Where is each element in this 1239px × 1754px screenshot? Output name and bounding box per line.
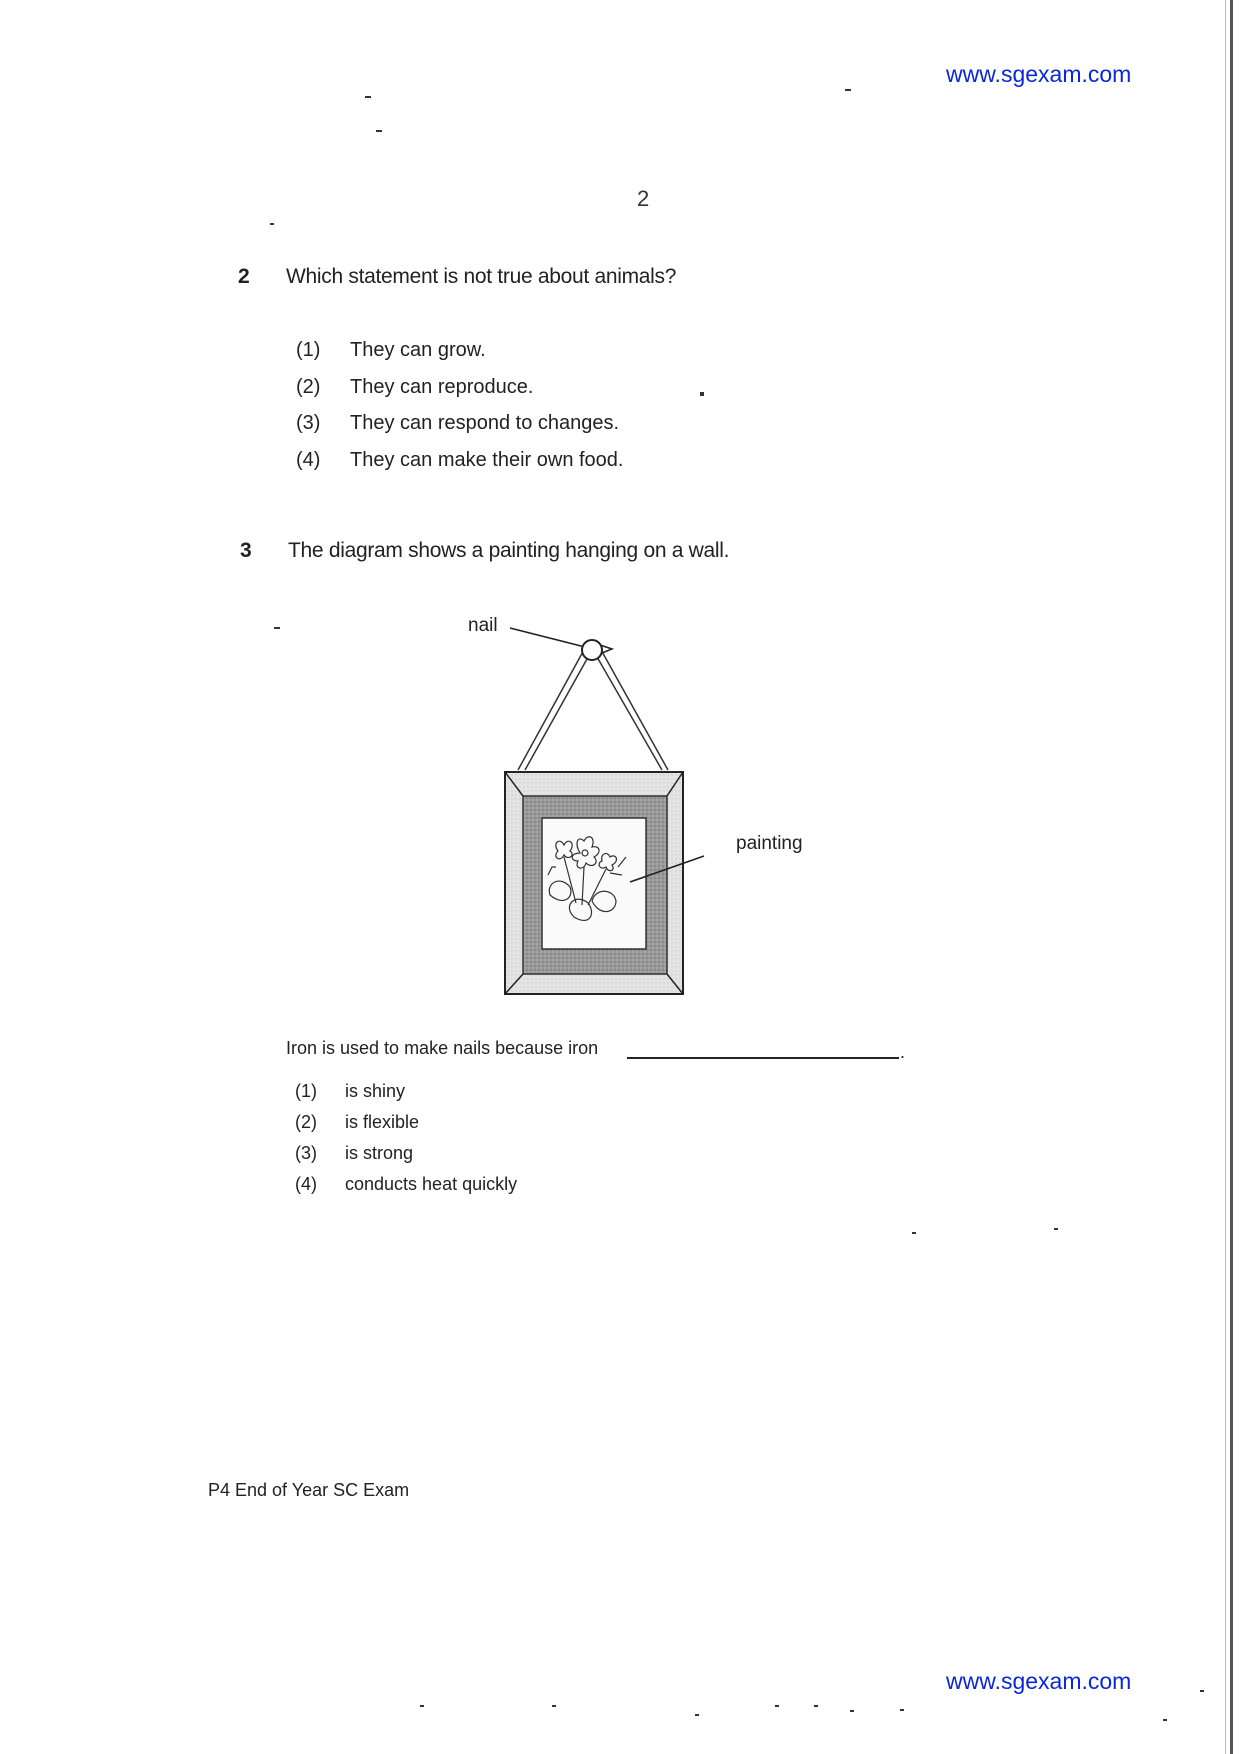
option-number: (4) — [295, 1174, 317, 1194]
option-number: (2) — [295, 1112, 317, 1132]
question-3-option-4 — [295, 1174, 517, 1195]
page-edge-shadow — [1225, 0, 1226, 1754]
option-number: (1) — [295, 1081, 317, 1101]
question-3-stem: Iron is used to make nails because iron — [286, 1038, 599, 1058]
exam-title-footer: P4 End of Year SC Exam — [208, 1480, 410, 1500]
question-3-text: The diagram shows a painting hanging on a wall. — [288, 539, 730, 562]
question-3-option-3 — [295, 1143, 413, 1164]
question-2-option-3 — [296, 412, 619, 435]
option-text: is strong — [345, 1143, 414, 1163]
option-text: conducts heat quickly — [345, 1174, 518, 1194]
scan-speck — [700, 392, 704, 396]
scan-speck — [695, 1714, 699, 1716]
option-number: (2) — [296, 376, 321, 398]
header-url[interactable]: www.sgexam.com — [946, 61, 1132, 87]
painting-diagram-svg — [450, 605, 830, 1000]
scan-speck — [912, 1232, 916, 1234]
nail-label: nail — [468, 615, 498, 636]
option-text: is shiny — [345, 1081, 406, 1101]
scan-speck — [274, 627, 280, 629]
scan-speck — [420, 1705, 424, 1707]
nail-pointer-line — [510, 628, 585, 647]
option-text: They can respond to changes. — [350, 412, 620, 434]
question-3-option-2 — [295, 1112, 419, 1133]
scan-speck — [365, 96, 371, 98]
painting-diagram — [450, 605, 830, 1005]
question-3-option-1 — [295, 1081, 405, 1102]
scan-speck — [376, 130, 382, 132]
question-2-option-1 — [296, 339, 486, 362]
option-number: (1) — [296, 339, 321, 361]
option-number: (3) — [295, 1143, 317, 1163]
painting-canvas — [542, 818, 646, 949]
painting-label: painting — [736, 833, 803, 854]
question-2-option-4 — [296, 449, 623, 472]
scan-speck — [845, 89, 851, 91]
nail-icon — [582, 640, 602, 660]
scan-speck — [850, 1710, 854, 1712]
scan-speck — [775, 1705, 779, 1707]
scan-speck — [1054, 1228, 1058, 1230]
question-3-number: 3 — [240, 539, 252, 562]
option-number: (4) — [296, 449, 321, 471]
footer-url[interactable]: www.sgexam.com — [946, 1668, 1132, 1694]
scan-speck — [1163, 1719, 1167, 1721]
question-2-text: Which statement is not true about animals? — [286, 265, 677, 288]
option-text: They can make their own food. — [350, 449, 624, 471]
scan-speck — [814, 1705, 818, 1707]
answer-blank — [627, 1057, 899, 1059]
question-2-number: 2 — [238, 265, 250, 288]
scan-speck — [552, 1705, 556, 1707]
scan-speck — [900, 1709, 904, 1711]
option-text: is flexible — [345, 1112, 420, 1132]
page-number: 2 — [637, 186, 650, 211]
option-text: They can grow. — [350, 339, 486, 361]
option-number: (3) — [296, 412, 321, 434]
scan-speck — [270, 223, 274, 225]
question-2-option-2 — [296, 376, 533, 399]
scan-speck — [1200, 1690, 1204, 1692]
page-edge — [1230, 0, 1233, 1754]
option-text: They can reproduce. — [350, 376, 534, 398]
question-3-stem-end: . — [900, 1042, 906, 1062]
